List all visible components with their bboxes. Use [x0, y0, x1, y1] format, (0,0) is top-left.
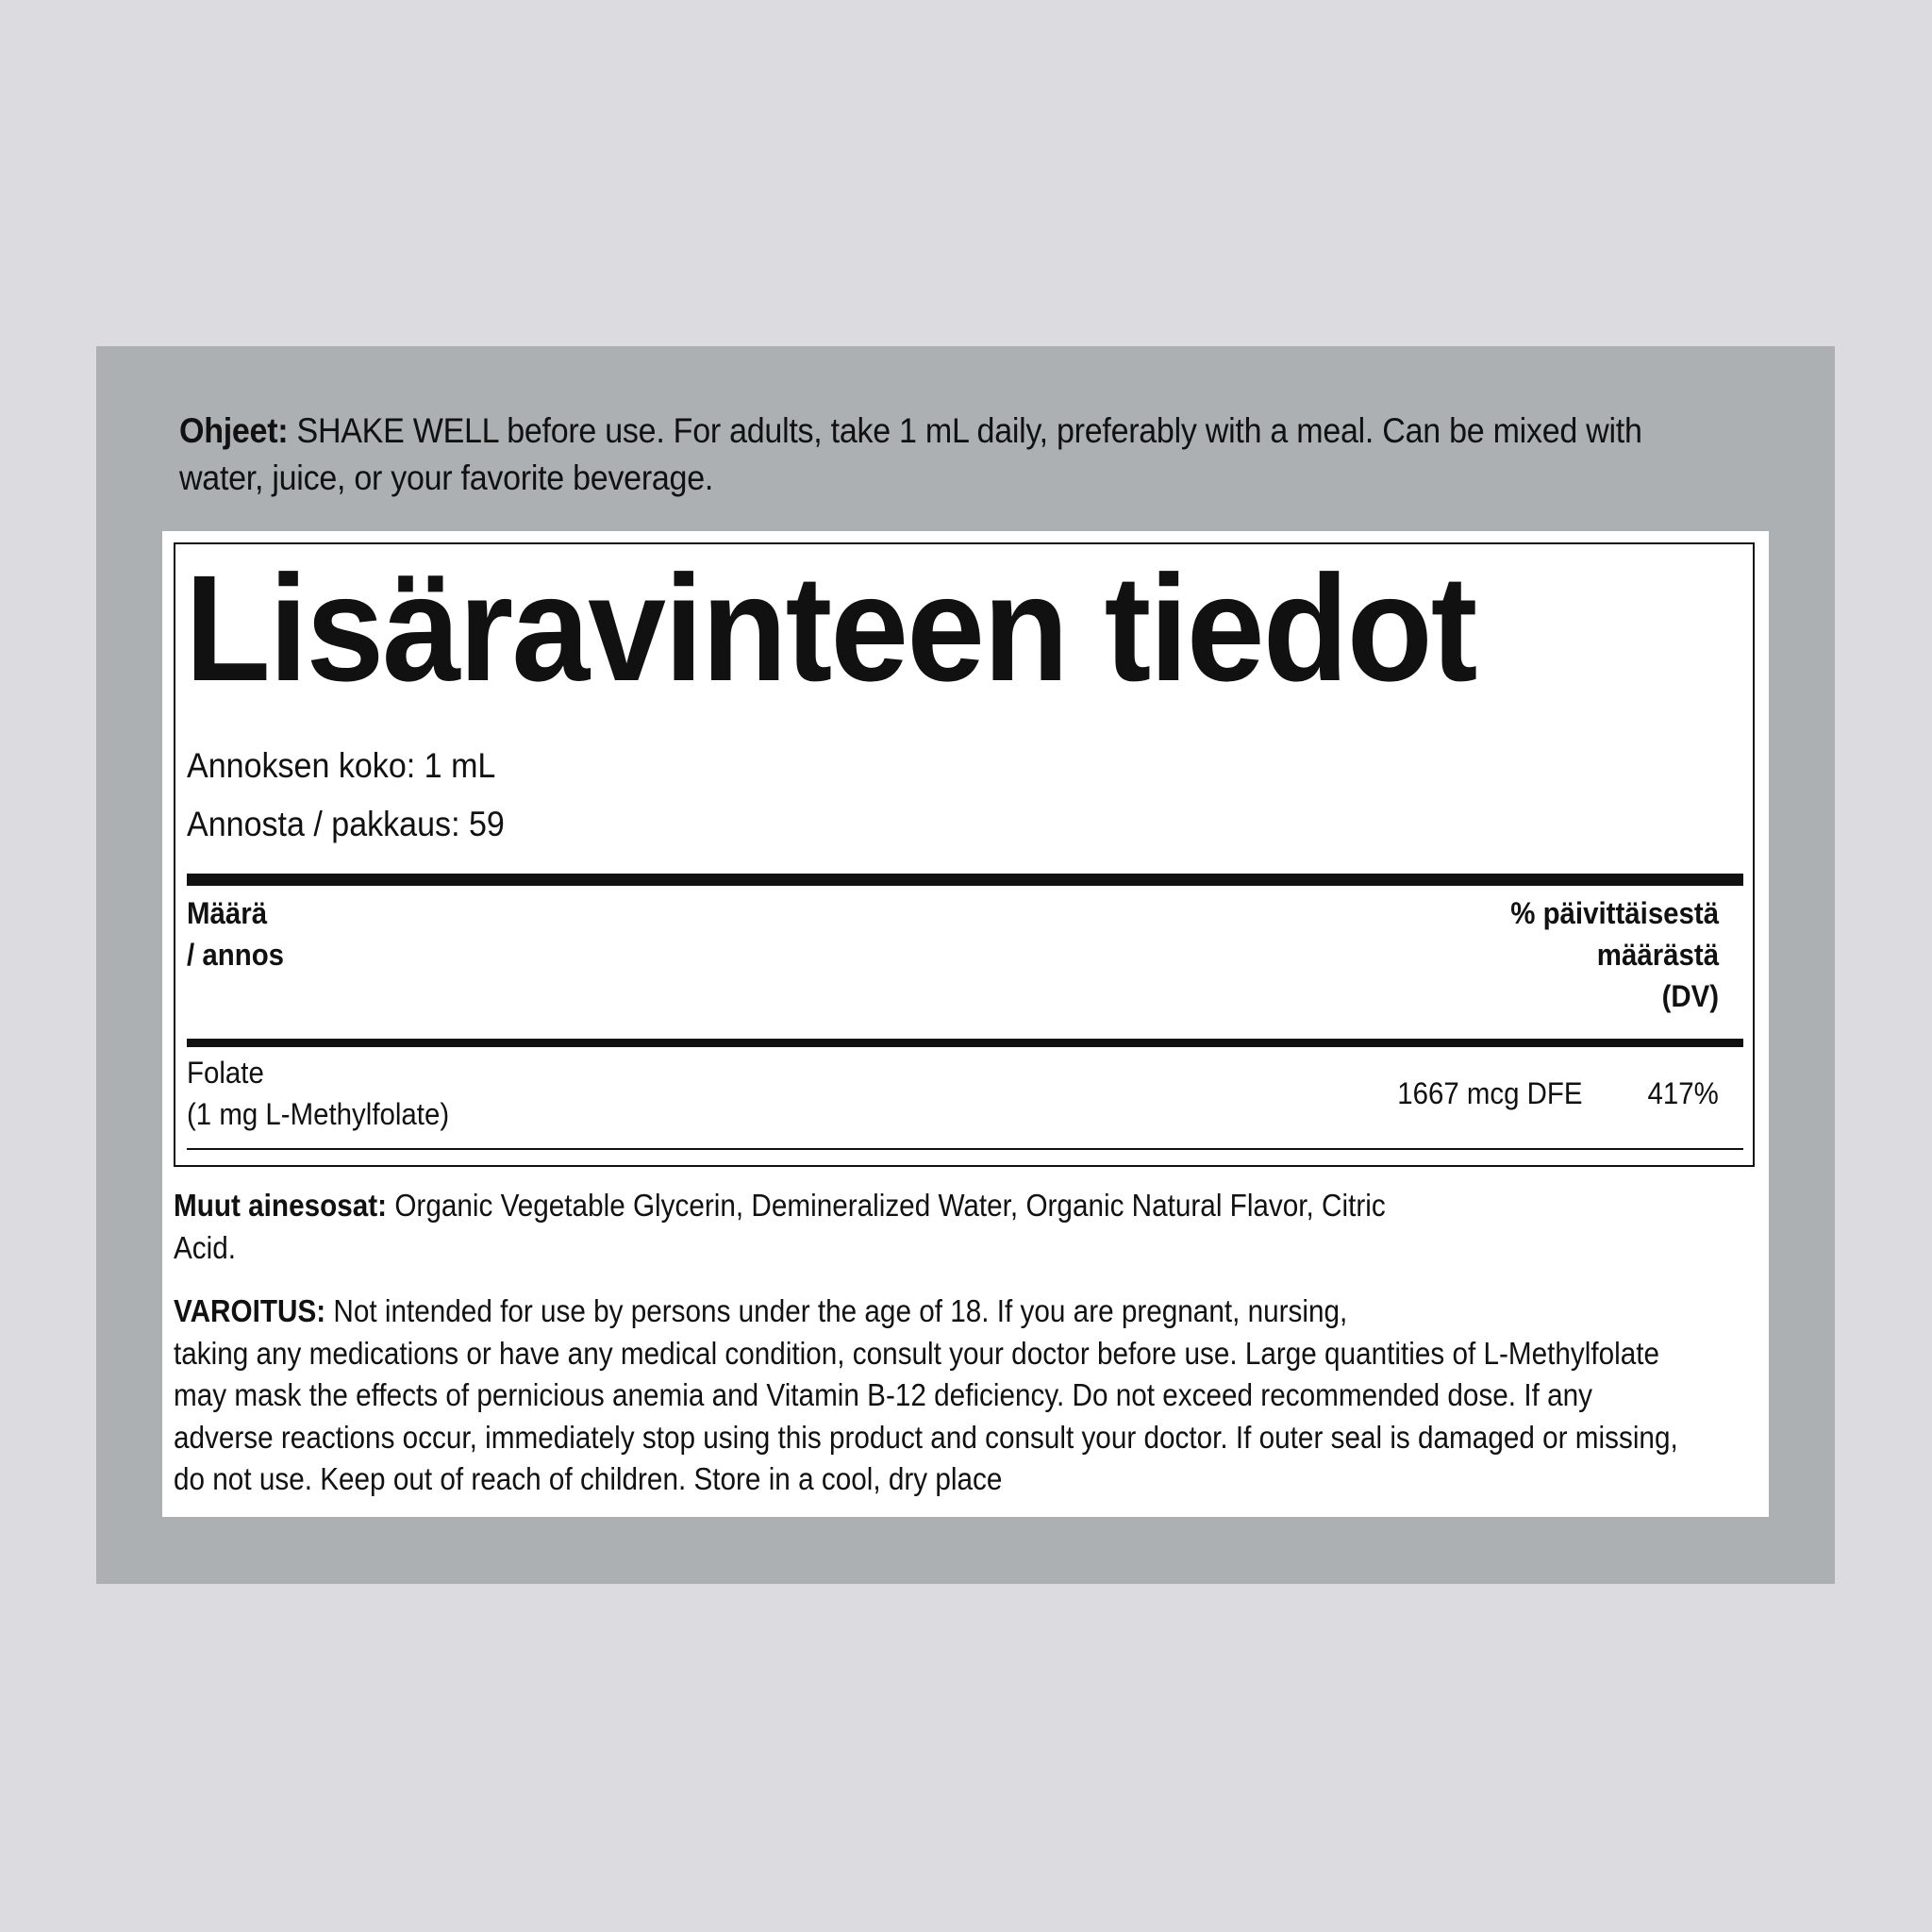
directions-line-1: SHAKE WELL before use. For adults, take 1 mL daily, preferably with a meal. Can be mixed with	[288, 411, 1642, 450]
header-left-line-1: Määrä	[187, 896, 268, 930]
header-left-line-2: / annos	[187, 938, 285, 972]
nutrient-detail-line: (1 mg L-Methylfolate)	[187, 1097, 450, 1131]
warning-text	[174, 1291, 1770, 1501]
nutrient-daily-value: 417%	[1647, 1076, 1719, 1110]
serving-size: Annoksen koko: 1 mL	[187, 746, 496, 785]
servings-per-container: Annosta / pakkaus: 59	[187, 805, 505, 843]
nutrient-name	[187, 1052, 449, 1135]
warning-line-2: taking any medications or have any medical condition, consult your doctor before use. Large quantities of L-Methylfolate	[174, 1335, 1659, 1371]
warning-line-3: may mask the effects of pernicious anemia and Vitamin B-12 deficiency. Do not exceed recommended dose. If any	[174, 1377, 1592, 1412]
label-card	[162, 531, 1769, 1517]
nutrient-name-line: Folate	[187, 1056, 264, 1090]
directions-label: Ohjeet:	[179, 411, 289, 450]
header-right-line-2: määrästä	[1596, 938, 1719, 972]
warning-line-4: adverse reactions occur, immediately stop using this product and consult your doctor. If outer seal is damaged or missing,	[174, 1419, 1678, 1455]
thick-divider	[187, 874, 1743, 886]
other-ingredients	[174, 1185, 1770, 1269]
header-right-line-3: (DV)	[1661, 979, 1719, 1013]
other-ingredients-line-2: Acid.	[174, 1229, 237, 1265]
thin-divider	[187, 1148, 1743, 1150]
other-ingredients-line-1: Muut ainesosat: Organic Vegetable Glycerin, Demineralized Water, Organic Natural Flavor, Citric	[174, 1188, 1386, 1223]
medium-divider	[187, 1039, 1743, 1047]
directions-text	[179, 408, 1785, 502]
warning-label: VAROITUS:	[174, 1293, 326, 1328]
directions-line-2: water, juice, or your favorite beverage.	[179, 458, 714, 497]
warning-line-1: VAROITUS: Not intended for use by persons under the age of 18. If you are pregnant, nursing,	[174, 1293, 1348, 1328]
facts-title: Lisäravinteen tiedot	[185, 543, 1476, 712]
header-right-line-1: % päivittäisestä	[1510, 896, 1719, 930]
supplement-facts-box	[174, 542, 1755, 1167]
label-panel	[96, 346, 1835, 1584]
nutrient-amount: 1667 mcg DFE	[1397, 1076, 1583, 1110]
daily-value-header	[1510, 892, 1719, 1017]
warning-line-5: do not use. Keep out of reach of children. Store in a cool, dry place	[174, 1461, 1003, 1496]
other-ingredients-label: Muut ainesosat:	[174, 1188, 388, 1223]
amount-per-serving-header	[187, 892, 284, 975]
